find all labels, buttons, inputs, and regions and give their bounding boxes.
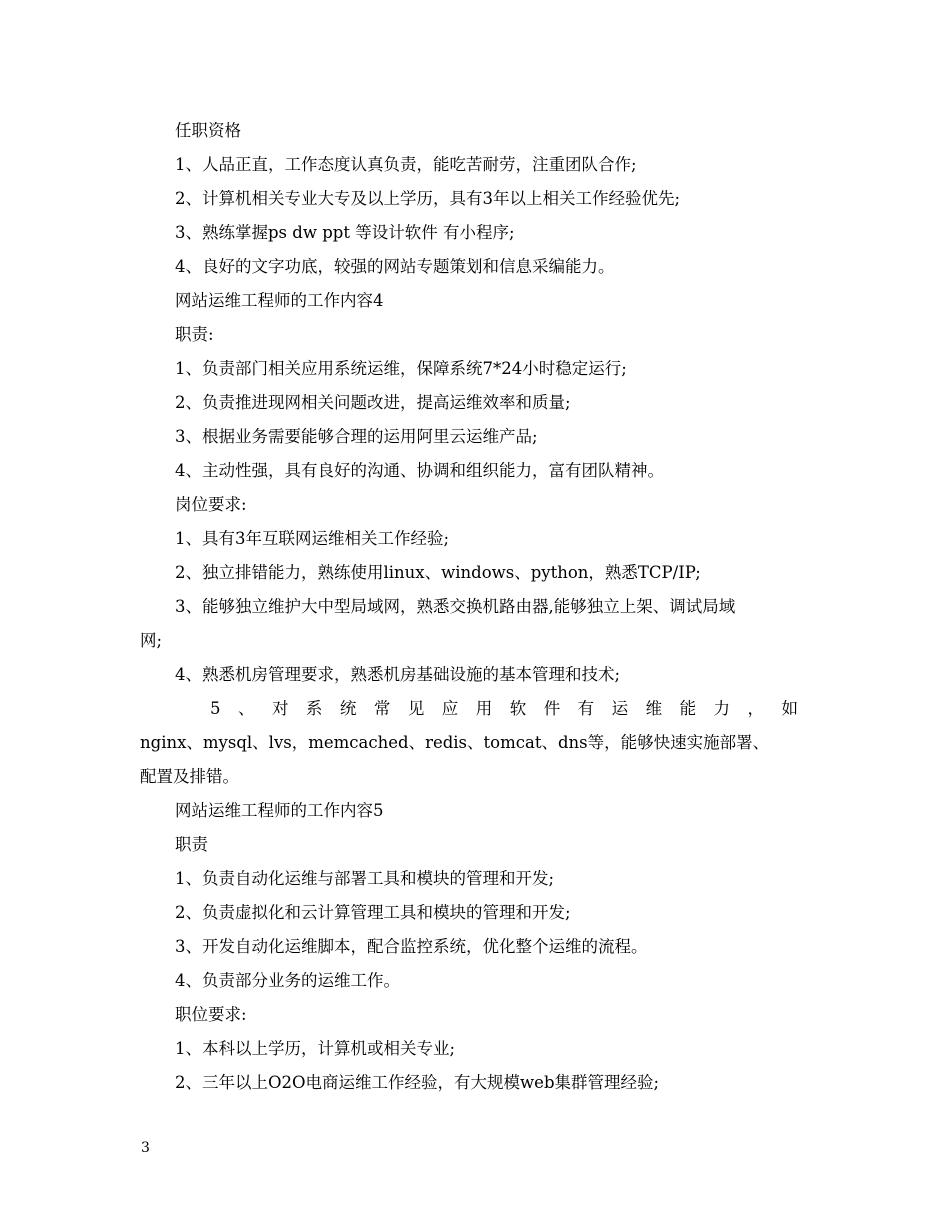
section-heading: 网站运维工程师的工作内容4 [175, 291, 384, 310]
paragraph: 1、负责部门相关应用系统运维，保障系统7*24小时稳定运行; [175, 359, 627, 378]
paragraph-continuation: nginx、mysql、lvs，memcached、redis、tomcat、dns等，能够快速实施部署、 [140, 733, 770, 752]
paragraph-continuation: 网; [140, 631, 163, 650]
subheading: 职责 [175, 835, 208, 854]
paragraph: 1、负责自动化运维与部署工具和模块的管理和开发; [175, 869, 555, 888]
paragraph: 2、负责虚拟化和云计算管理工具和模块的管理和开发; [175, 903, 571, 922]
paragraph: 4、主动性强，具有良好的沟通、协调和组织能力，富有团队精神。 [175, 461, 664, 480]
paragraph: 3、根据业务需要能够合理的运用阿里云运维产品; [175, 427, 538, 446]
paragraph: 3、开发自动化运维脚本，配合监控系统，优化整个运维的流程。 [175, 937, 648, 956]
subheading: 职位要求: [175, 1005, 247, 1024]
paragraph: 4、负责部分业务的运维工作。 [175, 971, 400, 990]
paragraph: 2、计算机相关专业大专及以上学历，具有3年以上相关工作经验优先; [175, 189, 681, 208]
paragraph: 2、负责推进现网相关问题改进，提高运维效率和质量; [175, 393, 571, 412]
paragraph: 2、三年以上O2O电商运维工作经验，有大规模web集群管理经验; [175, 1073, 660, 1092]
section-heading: 任职资格 [175, 121, 241, 140]
paragraph: 4、熟悉机房管理要求，熟悉机房基础设施的基本管理和技术; [175, 665, 621, 684]
page-number: 3 [141, 1140, 150, 1156]
subheading: 岗位要求: [175, 495, 247, 514]
subheading: 职责: [175, 325, 214, 344]
paragraph: 1、本科以上学历，计算机或相关专业; [175, 1039, 456, 1058]
paragraph: 2、独立排错能力，熟练使用linux、windows、python，熟悉TCP/IP; [175, 563, 701, 582]
paragraph: 4、良好的文字功底，较强的网站专题策划和信息采编能力。 [175, 257, 615, 276]
document-body [140, 114, 812, 1100]
paragraph: 1、具有3年互联网运维相关工作经验; [175, 529, 450, 548]
paragraph: 3、能够独立维护大中型局域网，熟悉交换机路由器,能够独立上架、调试局域 [175, 597, 736, 616]
section-heading: 网站运维工程师的工作内容5 [175, 801, 384, 820]
paragraph: 3、熟练掌握ps dw ppt 等设计软件 有小程序; [175, 223, 515, 242]
paragraph: 1、人品正直，工作态度认真负责，能吃苦耐劳，注重团队合作; [175, 155, 637, 174]
paragraph: 5、对系统常见应用软件有运维能力，如 [210, 699, 812, 718]
paragraph-continuation: 配置及排错。 [140, 767, 239, 786]
